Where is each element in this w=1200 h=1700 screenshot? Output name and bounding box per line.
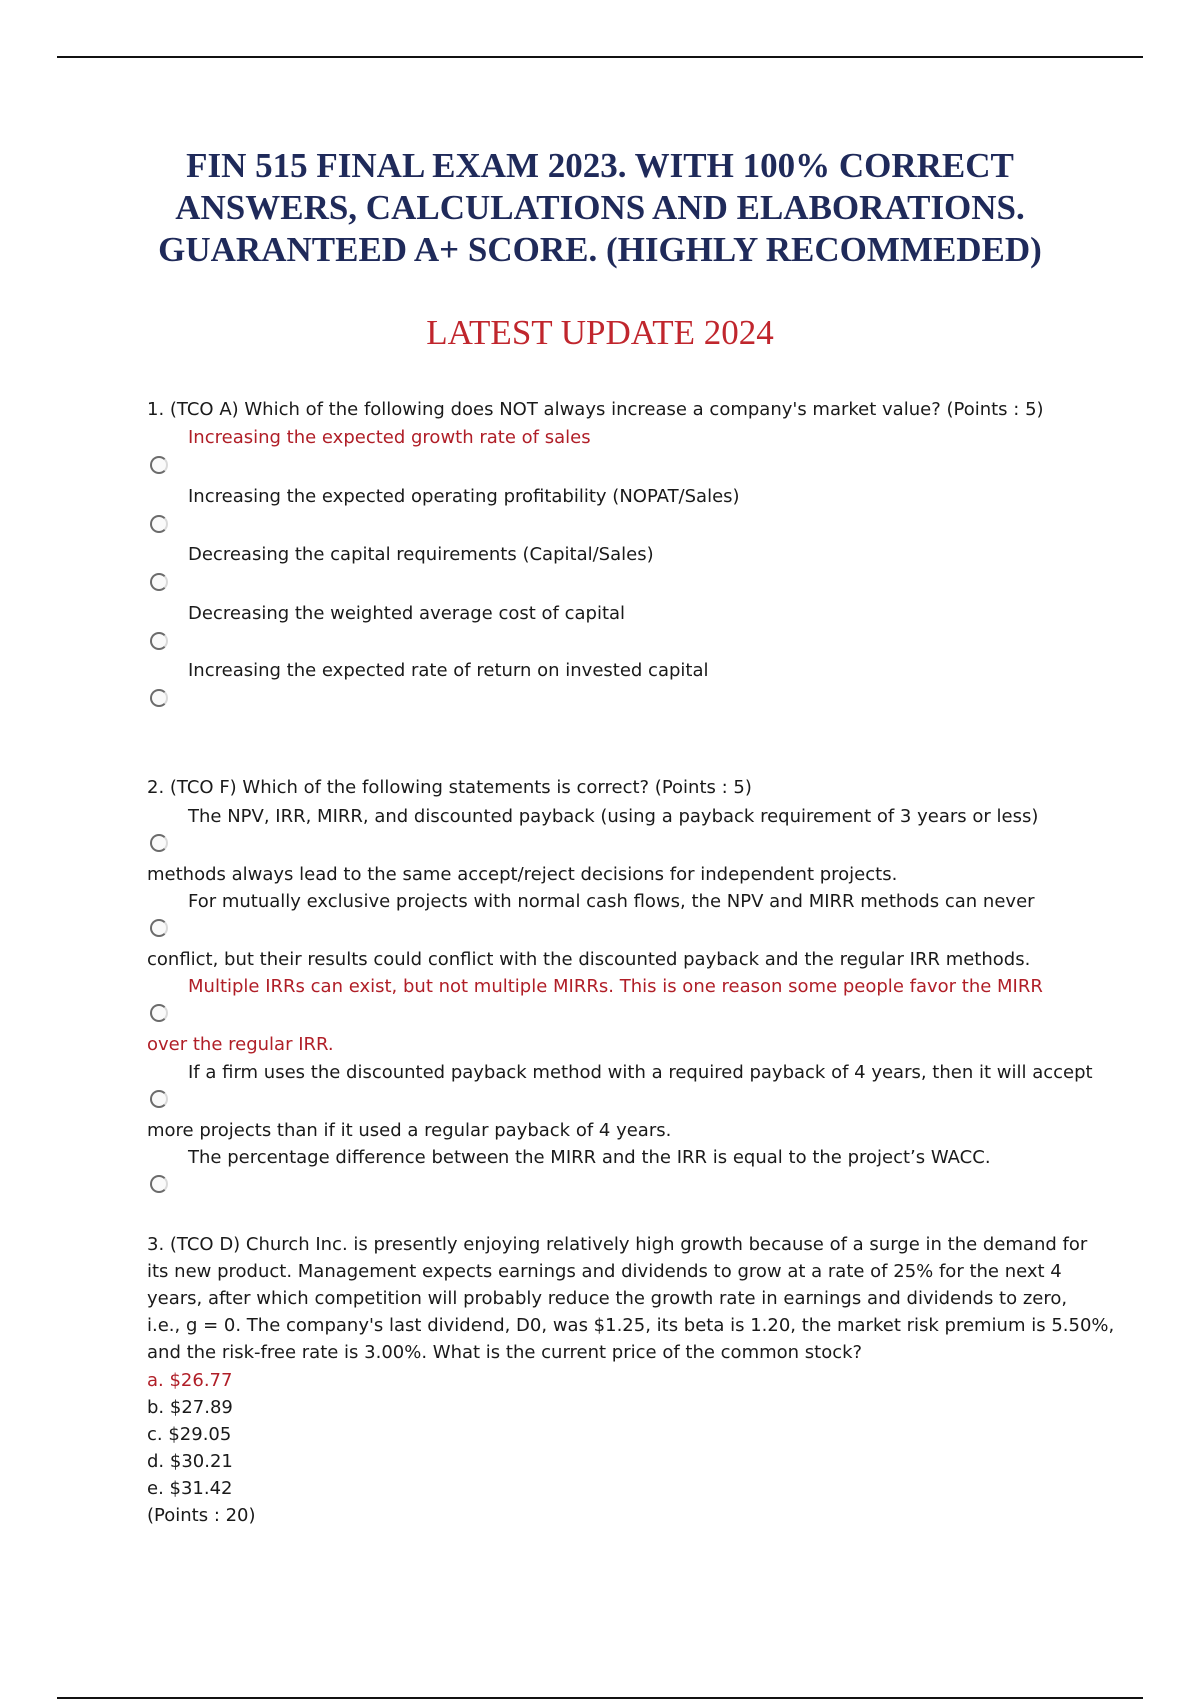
radio-button[interactable] [150,573,168,591]
option-label: Increasing the expected growth rate of sales [188,427,591,448]
option-continuation: over the regular IRR. [147,1034,334,1055]
option-label: Decreasing the capital requirements (Capital/Sales) [188,544,654,565]
answer-option: e. $31.42 [147,1478,233,1499]
bottom-rule [57,1697,1143,1699]
answer-option: b. $27.89 [147,1397,233,1418]
option-continuation: conflict, but their results could conflict with the discounted payback and the regular IRR methods. [147,949,1031,970]
top-rule [57,56,1143,58]
radio-button[interactable] [150,632,168,650]
radio-button[interactable] [150,689,168,707]
radio-button[interactable] [150,919,168,937]
page-subtitle: LATEST UPDATE 2024 [426,313,774,352]
option-continuation: more projects than if it used a regular payback of 4 years. [147,1120,672,1141]
title-line: GUARANTEED A+ SCORE. (HIGHLY RECOMMEDED) [158,230,1042,269]
option-label: The percentage difference between the MIRR and the IRR is equal to the project’s WACC. [188,1147,991,1168]
question-prompt-line: its new product. Management expects earnings and dividends to grow at a rate of 25% for the next 4 [147,1261,1062,1282]
option-label: Increasing the expected operating profitability (NOPAT/Sales) [188,486,740,507]
option-label: If a firm uses the discounted payback method with a required payback of 4 years, then it will accept [188,1062,1093,1083]
question-prompt-line: years, after which competition will probably reduce the growth rate in earnings and dividends to zero, [147,1288,1068,1309]
radio-button[interactable] [150,1090,168,1108]
radio-button[interactable] [150,456,168,474]
question-prompt: 1. (TCO A) Which of the following does NOT always increase a company's market value? (Points : 5) [147,399,1044,420]
question-prompt-line: i.e., g = 0. The company's last dividend, D0, was $1.25, its beta is 1.20, the market risk premium is 5.50%, [147,1315,1115,1336]
option-label: The NPV, IRR, MIRR, and discounted payback (using a payback requirement of 3 years or less) [188,806,1039,827]
option-continuation: methods always lead to the same accept/reject decisions for independent projects. [147,864,898,885]
points-label: (Points : 20) [147,1505,256,1526]
title-line: FIN 515 FINAL EXAM 2023. WITH 100% CORRECT [186,146,1014,185]
question-prompt-line: 3. (TCO D) Church Inc. is presently enjoying relatively high growth because of a surge in the demand for [147,1234,1088,1255]
answer-option: d. $30.21 [147,1451,233,1472]
option-label: Decreasing the weighted average cost of capital [188,603,626,624]
radio-button[interactable] [150,834,168,852]
option-label: For mutually exclusive projects with normal cash flows, the NPV and MIRR methods can never [188,891,1035,912]
page-title [60,145,1140,271]
question-prompt: 2. (TCO F) Which of the following statements is correct? (Points : 5) [147,777,752,798]
answer-option: a. $26.77 [147,1370,233,1391]
question-prompt-line: and the risk-free rate is 3.00%. What is the current price of the common stock? [147,1342,863,1363]
option-label: Increasing the expected rate of return on invested capital [188,660,709,681]
title-line: ANSWERS, CALCULATIONS AND ELABORATIONS. [175,188,1025,227]
radio-button[interactable] [150,1175,168,1193]
option-label: Multiple IRRs can exist, but not multiple MIRRs. This is one reason some people favor the MIRR [188,976,1043,997]
radio-button[interactable] [150,1004,168,1022]
answer-option: c. $29.05 [147,1424,232,1445]
radio-button[interactable] [150,515,168,533]
